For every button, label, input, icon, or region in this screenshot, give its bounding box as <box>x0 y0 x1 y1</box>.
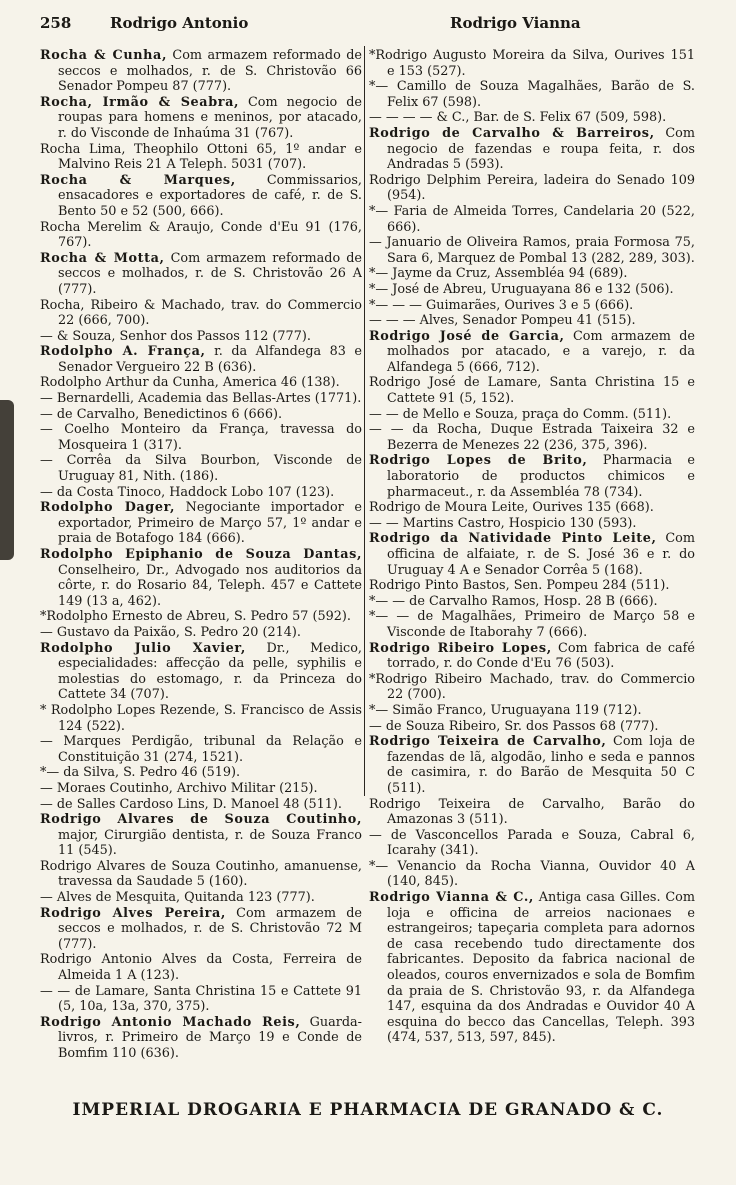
directory-entry <box>40 391 362 407</box>
directory-entry <box>40 797 362 813</box>
entry-text: r. da Alfandega 83 e Senador Vergueiro 22 B (636). <box>58 344 362 375</box>
entry-text: Rocha Merelim & Araujo, Conde d'Eu 91 (176, 767). <box>40 219 362 251</box>
entry-text: — — — — & C., Bar. de S. Felix 67 (509, 598). <box>369 110 667 126</box>
page-number: 258 <box>40 14 72 32</box>
directory-entry <box>369 282 695 298</box>
directory-entry <box>40 609 362 625</box>
directory-entry <box>40 48 362 95</box>
entry-text: *— Venancio da Rocha Vianna, Ouvidor 40 A (140, 845). <box>369 858 695 890</box>
entry-text: — de Souza Ribeiro, Sr. dos Passos 68 (777). <box>369 718 659 734</box>
directory-entry <box>369 859 695 890</box>
directory-entry <box>40 298 362 329</box>
entry-name: Rodrigo da Natividade Pinto Leite, <box>369 531 657 547</box>
entry-text: — Gustavo da Paixão, S. Pedro 20 (214). <box>40 624 301 640</box>
entry-text: Com negocio de roupas para homens e meninos, por atacado, r. do Visconde de Inhaúma 31 (767). <box>58 94 362 141</box>
directory-entry <box>40 453 362 484</box>
entry-text: — Alves de Mesquita, Quitanda 123 (777). <box>40 890 315 906</box>
directory-entry <box>40 344 362 375</box>
entry-text: major, Cirurgião dentista, r. de Souza Franco 11 (545). <box>58 827 362 859</box>
directory-entry <box>40 984 362 1015</box>
directory-entry <box>369 641 695 672</box>
footer-advertisement: IMPERIAL DROGARIA E PHARMACIA DE GRANADO & C. <box>72 1100 664 1120</box>
entry-text: — — Martins Castro, Hospicio 130 (593). <box>369 515 637 531</box>
entry-text: Com negocio de fazendas e roupa feita, r. dos Andradas 5 (593). <box>387 125 695 173</box>
directory-entry <box>40 422 362 453</box>
directory-entry <box>369 453 695 500</box>
directory-entry <box>40 95 362 142</box>
directory-entry <box>40 781 362 797</box>
entry-text: — Moraes Coutinho, Archivo Militar (215). <box>40 780 318 796</box>
directory-entry <box>369 298 695 314</box>
entry-name: Rodolpho A. França, <box>40 344 206 360</box>
entry-text: *— — de Magalhães, Primeiro de Março 58 e Visconde de Itaborahy 7 (666). <box>369 609 695 640</box>
entry-text: Rodrigo Teixeira de Carvalho, Barão do Amazonas 3 (511). <box>369 796 695 828</box>
entry-text: Guarda-livros, r. Primeiro de Março 19 e Conde de Bomfim 110 (636). <box>58 1014 362 1061</box>
entry-name: Rocha, Irmão & Seabra, <box>40 94 240 110</box>
entry-text: — da Costa Tinoco, Haddock Lobo 107 (123). <box>40 484 335 500</box>
entry-text: Rodrigo Alvares de Souza Coutinho, amanuense, travessa da Saudade 5 (160). <box>40 858 362 890</box>
entry-text: Rocha Lima, Theophilo Ottoni 65, 1º andar e Malvino Reis 21 A Teleph. 5031 (707). <box>40 141 362 173</box>
directory-entry <box>369 703 695 719</box>
entry-text: Com armazem reformado de seccos e molhados, r. de S. Christovão 26 A (777). <box>58 250 362 297</box>
directory-entry <box>369 126 695 173</box>
entry-name: Rodrigo Antonio Machado Reis, <box>40 1014 301 1030</box>
entry-text: Rodrigo Antonio Alves da Costa, Ferreira de Almeida 1 A (123). <box>40 952 362 984</box>
directory-entry <box>40 812 362 859</box>
entry-text: — Januario de Oliveira Ramos, praia Formosa 75, Sara 6, Marquez de Pombal 13 (282, 289, 303). <box>369 235 695 266</box>
directory-entry <box>369 235 695 266</box>
entry-text: — — de Lamare, Santa Christina 15 e Cattete 91 (5, 10a, 13a, 370, 375). <box>40 983 362 1015</box>
directory-entry <box>40 906 362 953</box>
entry-text: — — — Alves, Senador Pompeu 41 (515). <box>369 313 636 329</box>
entry-text: — & Souza, Senhor dos Passos 112 (777). <box>40 328 311 344</box>
entry-text: Pharmacia e laboratorio de productos chimicos e pharmaceut., r. da Assembléa 78 (734). <box>387 453 695 500</box>
entry-name: Rodrigo Vianna & C., <box>369 890 534 906</box>
entry-text: Rodrigo Pinto Bastos, Sen. Pompeu 284 (511). <box>369 578 670 594</box>
directory-entry <box>369 609 695 640</box>
directory-entry <box>369 173 695 204</box>
running-head-right: Rodrigo Vianna <box>450 14 581 32</box>
entry-name: Rodrigo José de Garcia, <box>369 328 565 344</box>
directory-entry <box>369 719 695 735</box>
entry-text: * Rodolpho Lopes Rezende, S. Francisco de Assis 124 (522). <box>40 702 362 734</box>
directory-entry <box>40 485 362 501</box>
entry-text: Dr., Medico, especialidades: affecção da pelle, syphilis e molestias do estomago, r. da Princeza do Cattete 34 (707). <box>58 640 362 703</box>
entry-text: Rocha, Ribeiro & Machado, trav. do Commercio 22 (666, 700). <box>40 297 362 329</box>
entry-text: *Rodrigo Augusto Moreira da Silva, Ourives 151 e 153 (527). <box>369 48 695 79</box>
directory-entry <box>369 594 695 610</box>
directory-entry <box>40 734 362 765</box>
directory-entry <box>40 375 362 391</box>
entry-name: Rodrigo Teixeira de Carvalho, <box>369 734 607 750</box>
directory-entry <box>369 578 695 594</box>
entry-text: Antiga casa Gilles. Com loja e officina de arreios nacionaes e estrangeiros; tapeçaria completa para adornos de casa recebendo tudo directamente dos fabricantes. Deposito da fabrica nacional de oleados, couros envernizados e sola de Bomfim da praia de S. Christovão 93, r. da Alfandega 147, esquina da dos Andradas e Ouvidor 40 A esquina do becco das Cancellas, Teleph. 393 (474, 537, 513, 597, 845). <box>387 890 695 1046</box>
entry-name: Rodrigo Lopes de Brito, <box>369 453 588 469</box>
entry-name: Rodrigo Alves Pereira, <box>40 905 226 921</box>
entry-text: — Corrêa da Silva Bourbon, Visconde de Uruguay 81, Nith. (186). <box>40 453 362 485</box>
entry-text: Com armazem de molhados por atacado, e a varejo, r. da Alfandega 5 (666, 712). <box>387 328 695 375</box>
entry-name: Rocha & Marques, <box>40 172 236 188</box>
entry-name: Rocha & Motta, <box>40 250 165 266</box>
entry-name: Rodolpho Epiphanio de Souza Dantas, <box>40 547 362 562</box>
entry-text: Com fabrica de café torrado, r. do Conde d'Eu 76 (503). <box>387 640 695 672</box>
directory-entry <box>369 828 695 859</box>
column-divider <box>364 46 365 796</box>
directory-entry <box>40 142 362 173</box>
entry-text: Rodrigo José de Lamare, Santa Christina 15 e Cattete 91 (5, 152). <box>369 375 695 407</box>
entry-name: Rodrigo de Carvalho & Barreiros, <box>369 125 655 141</box>
directory-entry <box>369 266 695 282</box>
entry-name: Rocha & Cunha, <box>40 48 167 63</box>
entry-name: Rodolpho Dager, <box>40 500 176 516</box>
left-column <box>40 48 362 1088</box>
entry-text: *— — — Guimarães, Ourives 3 e 5 (666). <box>369 297 634 313</box>
entry-text: — — da Rocha, Duque Estrada Taixeira 32 e Bezerra de Menezes 22 (236, 375, 396). <box>369 422 695 453</box>
directory-entry <box>40 407 362 423</box>
directory-entry <box>369 407 695 423</box>
entry-text: — de Carvalho, Benedictinos 6 (666). <box>40 406 283 422</box>
directory-entry <box>369 516 695 532</box>
directory-entry <box>40 765 362 781</box>
entry-text: *— — de Carvalho Ramos, Hosp. 28 B (666). <box>369 593 658 609</box>
entry-text: — — de Mello e Souza, praça do Comm. (511). <box>369 406 672 422</box>
directory-entry <box>369 531 695 578</box>
entry-name: Rodrigo Alvares de Souza Coutinho, <box>40 812 362 828</box>
entry-text: — Coelho Monteiro da França, travessa do Mosqueira 1 (317). <box>40 422 362 453</box>
entry-text: Rodrigo Delphim Pereira, ladeira do Senado 109 (954). <box>369 172 695 204</box>
directory-entry <box>369 890 695 1046</box>
entry-text: Com armazem reformado de seccos e molhados, r. de S. Christovão 66 Senador Pompeu 87 (777). <box>58 48 362 95</box>
directory-entry <box>40 859 362 890</box>
entry-text: Com officina de alfaiate, r. de S. José 36 e r. do Uruguay 4 A e Senador Corrêa 5 (168). <box>387 531 695 578</box>
running-head-left: Rodrigo Antonio <box>110 14 249 32</box>
entry-text: Rodolpho Arthur da Cunha, America 46 (138). <box>40 375 340 391</box>
directory-entry <box>369 375 695 406</box>
page-header <box>0 14 736 40</box>
entry-name: Rodrigo Ribeiro Lopes, <box>369 640 552 656</box>
directory-entry <box>40 547 362 609</box>
directory-entry <box>40 220 362 251</box>
entry-text: Com armazem de seccos e molhados, r. de S. Christovão 72 M (777). <box>58 905 362 952</box>
directory-entry <box>369 204 695 235</box>
directory-entry <box>40 641 362 703</box>
entry-name: Rodolpho Julio Xavier, <box>40 640 246 656</box>
directory-entry <box>369 313 695 329</box>
entry-text: *— da Silva, S. Pedro 46 (519). <box>40 765 241 781</box>
entry-text: *— Jayme da Cruz, Assembléa 94 (689). <box>369 266 628 282</box>
right-column <box>369 48 695 1088</box>
entry-text: — de Vasconcellos Parada e Souza, Cabral 6, Icarahy (341). <box>369 827 695 859</box>
directory-entry <box>40 703 362 734</box>
entry-text: Com loja de fazendas de lã, algodão, linho e seda e pannos de casimira, r. do Barão de Mesquita 50 C (511). <box>387 734 695 796</box>
entry-text: — Marques Perdigão, tribunal da Relação e Constituição 31 (274, 1521). <box>40 734 362 765</box>
directory-entry <box>369 48 695 79</box>
entry-text: Conselheiro, Dr., Advogado nos auditorios da côrte, r. do Rosario 84, Teleph. 457 e Cattete 149 (13 a, 462). <box>58 562 362 609</box>
directory-entry <box>369 79 695 110</box>
page-edge-shadow <box>0 400 14 560</box>
entry-text: Rodrigo de Moura Leite, Ourives 135 (668). <box>369 500 654 516</box>
directory-entry <box>369 797 695 828</box>
directory-entry <box>40 173 362 220</box>
directory-entry <box>40 890 362 906</box>
directory-entry <box>40 251 362 298</box>
directory-entry <box>40 952 362 983</box>
directory-entry <box>40 1015 362 1062</box>
directory-entry <box>40 500 362 547</box>
directory-entry <box>369 110 695 126</box>
entry-text: *— José de Abreu, Uruguayana 86 e 132 (506). <box>369 281 674 297</box>
directory-entry <box>369 734 695 796</box>
entry-text: *— Camillo de Souza Magalhães, Barão de S. Felix 67 (598). <box>369 79 695 110</box>
directory-entry <box>40 625 362 641</box>
entry-text: — Bernardelli, Academia das Bellas-Artes (1771). <box>40 391 362 407</box>
entry-text: — de Salles Cardoso Lins, D. Manoel 48 (511). <box>40 796 342 812</box>
directory-entry <box>40 329 362 345</box>
entry-text: Negociante importador e exportador, Primeiro de Março 57, 1º andar e praia de Botafogo 184 (666). <box>58 500 362 547</box>
entry-text: *Rodrigo Ribeiro Machado, trav. do Commercio 22 (700). <box>369 671 695 703</box>
directory-entry <box>369 672 695 703</box>
entry-text: *— Faria de Almeida Torres, Candelaria 20 (522, 666). <box>369 203 695 235</box>
directory-entry <box>369 329 695 376</box>
entry-text: *— Simão Franco, Uruguayana 119 (712). <box>369 702 642 718</box>
directory-entry <box>369 422 695 453</box>
entry-text: Commissarios, ensacadores e exportadores de café, r. de S. Bento 50 e 52 (500, 666). <box>58 172 362 219</box>
directory-entry <box>369 500 695 516</box>
entry-text: *Rodolpho Ernesto de Abreu, S. Pedro 57 (592). <box>40 609 351 625</box>
